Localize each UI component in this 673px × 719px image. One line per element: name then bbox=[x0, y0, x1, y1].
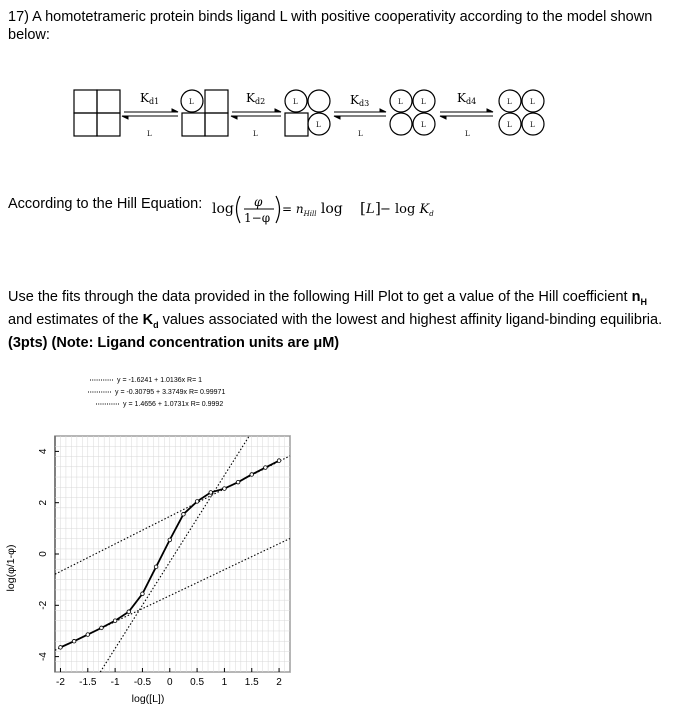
data-point bbox=[264, 466, 268, 470]
equilibrium-arrow-3 bbox=[334, 109, 386, 119]
data-point bbox=[100, 626, 104, 630]
svg-text:]: ] bbox=[375, 199, 381, 217]
svg-text:− log Kd: − $\log K_d$ bbox=[380, 202, 434, 218]
y-tick-label: 4 bbox=[38, 448, 49, 455]
x-tick-label: 1 bbox=[221, 677, 228, 688]
y-tick-label: -2 bbox=[38, 600, 49, 610]
x-tick-label: -1 bbox=[110, 677, 120, 688]
ligand-2b: L bbox=[316, 121, 321, 129]
plot-frame bbox=[55, 436, 290, 672]
tetramer-2-ligands bbox=[285, 90, 330, 136]
ligand-4d: L bbox=[530, 121, 535, 129]
equilibrium-arrow-2 bbox=[231, 109, 281, 119]
ligand-1a: L bbox=[189, 98, 194, 106]
data-point bbox=[236, 480, 240, 484]
legend-label: y = -1.6241 + 1.0136x R= 1 bbox=[117, 377, 203, 384]
svg-text:log: log bbox=[212, 201, 234, 217]
ligand-under-arrow-2: L bbox=[253, 130, 258, 138]
tetramer-4-ligands bbox=[499, 90, 544, 135]
svg-text:φ: φ bbox=[254, 195, 263, 209]
kd2-label: Kd2 bbox=[246, 91, 266, 106]
data-point bbox=[223, 487, 227, 491]
x-tick-label: 2 bbox=[276, 677, 282, 688]
axis-ticks bbox=[38, 448, 282, 688]
data-point bbox=[154, 565, 158, 569]
tetramer-0-ligands bbox=[74, 90, 120, 136]
x-tick-label: -1.5 bbox=[79, 677, 97, 688]
ligand-4a: L bbox=[507, 98, 512, 106]
tetramer-3-ligands bbox=[390, 90, 435, 135]
data-point bbox=[59, 646, 63, 650]
data-point bbox=[195, 500, 199, 504]
hill-equation-intro: According to the Hill Equation: bbox=[8, 196, 203, 212]
kd4-label: Kd4 bbox=[457, 91, 477, 106]
x-tick-label: 1.5 bbox=[244, 677, 259, 688]
x-tick-label: -2 bbox=[56, 677, 65, 688]
kd3-label: Kd3 bbox=[350, 93, 370, 108]
y-tick-label: 0 bbox=[38, 551, 49, 557]
y-axis-label: log(φ/1-φ) bbox=[5, 544, 17, 592]
ligand-4b: L bbox=[530, 98, 535, 106]
data-point bbox=[141, 592, 145, 596]
tetramer-1-ligand bbox=[181, 90, 228, 136]
ligand-4c: L bbox=[507, 121, 512, 129]
ligand-2a: L bbox=[293, 98, 298, 106]
svg-text:L: L bbox=[366, 202, 375, 217]
y-tick-label: -4 bbox=[38, 652, 49, 662]
fit-lines bbox=[55, 436, 290, 672]
hill-plot bbox=[0, 370, 320, 715]
data-point bbox=[113, 619, 117, 623]
ligand-3b: L bbox=[421, 98, 426, 106]
data-point bbox=[168, 538, 172, 542]
ligand-under-arrow-3: L bbox=[358, 130, 363, 138]
x-tick-label: 0 bbox=[166, 677, 173, 688]
ligand-3a: L bbox=[398, 98, 403, 106]
plot-grid bbox=[55, 436, 290, 672]
data-point bbox=[277, 459, 281, 463]
fit-line bbox=[100, 436, 249, 672]
hill-equation bbox=[212, 186, 442, 236]
data-point bbox=[250, 473, 254, 477]
x-tick-label: -0.5 bbox=[133, 677, 152, 688]
instructions-text: Use the fits through the data provided in the following Hill Plot to get a value of the Hill coefficient $n_H$ and estimates of the $K_d$ values associated with the lowest and highest affinity ligand-binding equilibria. (3pts) (Note: Ligand concentration units are μM) bbox=[8, 289, 663, 351]
y-tick-label: 2 bbox=[38, 499, 49, 506]
kd1-label: Kd1 bbox=[140, 91, 160, 106]
data-point bbox=[182, 512, 186, 516]
question-text: 17) A homotetrameric protein binds ligand L with positive cooperativity according to the model shown below: bbox=[8, 9, 653, 43]
data-point bbox=[209, 491, 213, 495]
equilibrium-arrow-1 bbox=[122, 109, 178, 119]
ligand-under-arrow-1: L bbox=[147, 130, 152, 138]
fit-legend bbox=[88, 377, 225, 408]
svg-text:1−φ: 1−φ bbox=[244, 211, 271, 225]
data-point bbox=[86, 633, 90, 637]
legend-label: y = -0.30795 + 3.3749x R= 0.99971 bbox=[115, 389, 226, 396]
data-point bbox=[127, 610, 131, 614]
svg-text:[: [ bbox=[360, 199, 366, 217]
legend-label: y = 1.4656 + 1.0731x R= 0.9992 bbox=[123, 401, 224, 408]
binding-scheme-diagram bbox=[60, 78, 600, 148]
ligand-under-arrow-4: L bbox=[465, 130, 470, 138]
x-axis-label: log([L]) bbox=[131, 693, 165, 705]
data-point bbox=[72, 639, 76, 643]
x-tick-label: 0.5 bbox=[190, 677, 205, 688]
equilibrium-arrow-4 bbox=[440, 109, 493, 119]
ligand-3c: L bbox=[421, 121, 426, 129]
svg-text:= nHill log: = $n_{Hill}$ log bbox=[282, 201, 343, 218]
